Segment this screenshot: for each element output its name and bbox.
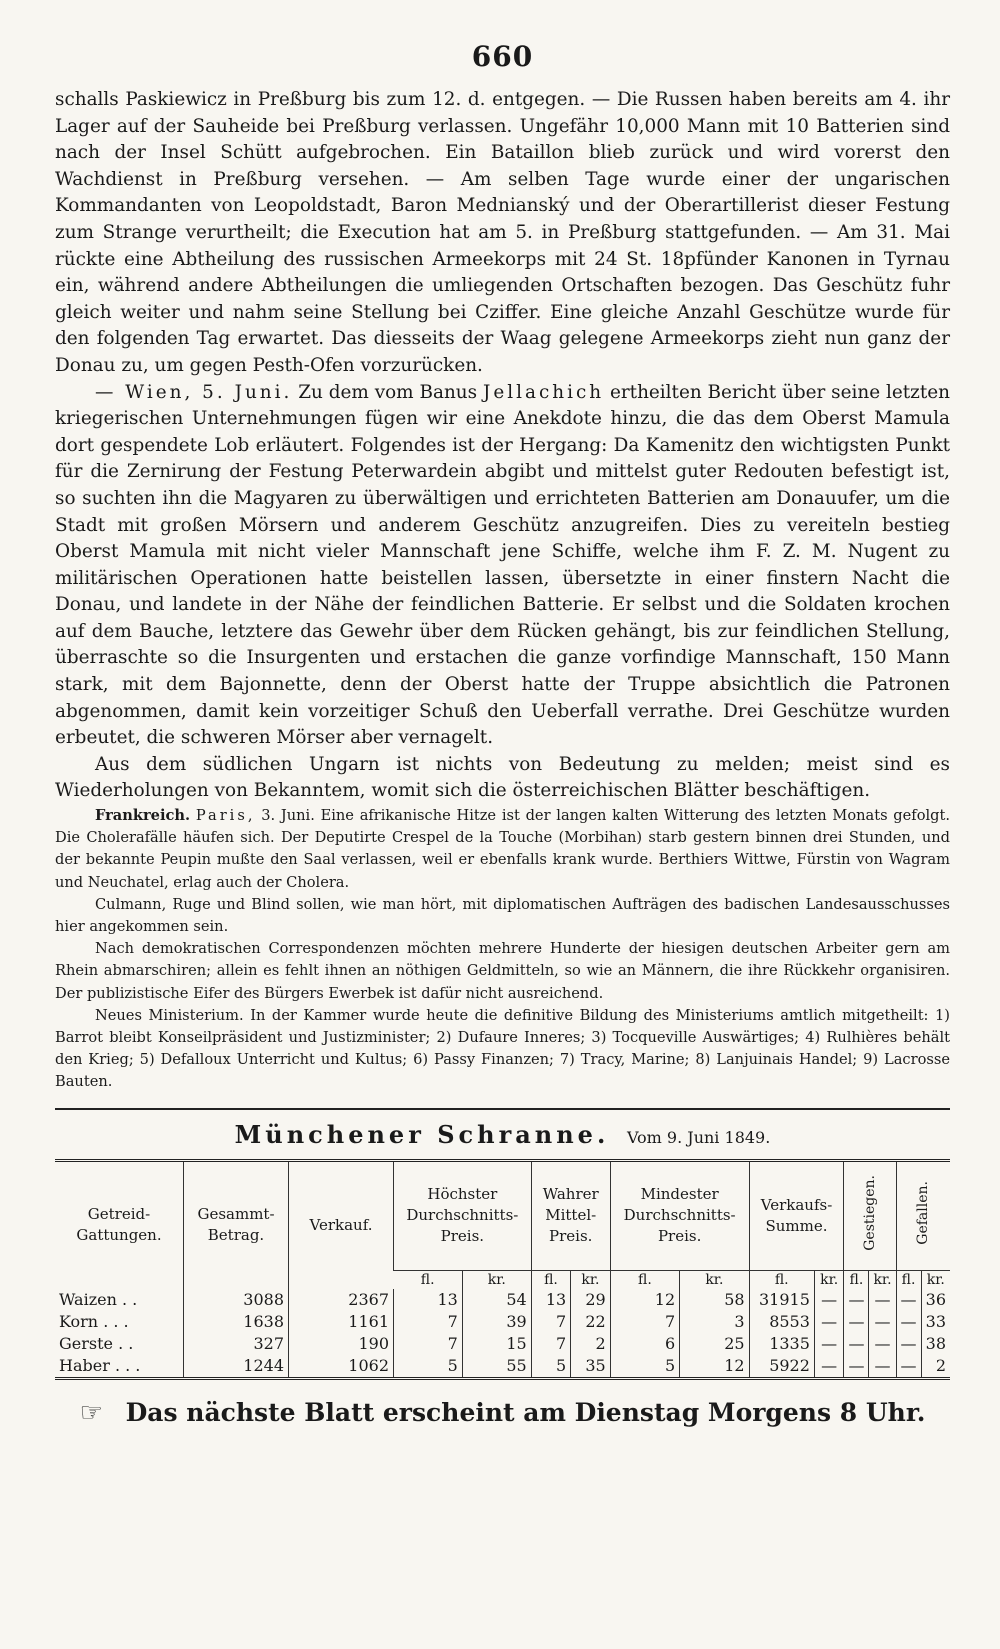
unit-fl: fl. [394,1270,463,1289]
cell-h-kr: 55 [462,1355,531,1379]
unit-kr: kr. [869,1270,896,1289]
cell-gesammt: 3088 [184,1289,289,1311]
cell-verkauf: 2367 [289,1289,394,1311]
schranne-title [55,1120,950,1149]
schranne-date: Vom 9. Juni 1849. [626,1127,771,1147]
table-row [55,1355,950,1379]
unit-fl: fl. [749,1270,814,1289]
cell-m-fl: 5 [610,1355,679,1379]
col-gefallen [896,1160,950,1270]
cell-m-kr: 3 [680,1311,749,1333]
cell-m-fl: 7 [610,1311,679,1333]
cell-m-kr: 25 [680,1333,749,1355]
col-gestiegen [844,1160,896,1270]
col-summe: Verkaufs-Summe. [749,1160,844,1270]
cell-m-kr: 12 [680,1355,749,1379]
unit-fl: fl. [844,1270,869,1289]
cell-g-kr: — [869,1311,896,1333]
cell-g-kr: — [869,1333,896,1355]
cell-s-kr: — [814,1355,844,1379]
cell-g-kr: — [869,1355,896,1379]
cell-h-kr: 54 [462,1289,531,1311]
footer-text: Das nächste Blatt erscheint am Dienstag Morgens 8 Uhr. [125,1397,926,1427]
cell-gesammt: 327 [184,1333,289,1355]
col-hoechster: Höchster Durchschnitts-Preis. [394,1160,532,1270]
unit-fl: fl. [610,1270,679,1289]
row-name: Waizen . . [59,1289,138,1309]
cell-s-fl: 8553 [749,1311,814,1333]
article-frankreich-text: 3. Juni. Eine afrikanische Hitze ist der langen kalten Witterung des letzten Monats gefolgt. Die Cholerafälle häufen sich. Der Deputirte Crespel de la Touche (Morbihan) starb gestern binnen drei Stunden, und der bekannte Peupin mußte den Saal verlassen, weil er ebenfalls krank wurde. Berthiers Wittwe, Fürstin von Wagram und Neuchatel, erlag auch der Cholera. [55,807,950,891]
article-ministerium: Neues Ministerium. In der Kammer wurde heute die definitive Bildung des Ministeriums amtlich mitgetheilt: 1) Barrot bleibt Konseilpräsident und Justizminister; 2) Dufaure Inneres; 3) Tocqueville Auswärtiges; 4) Rulhières behält den Krieg; 5) Defalloux Unterricht und Kultus; 6) Passy Finanzen; 7) Tracy, Marine; 8) Lanjuinais Handel; 9) Lacrosse Bauten. [55,1006,950,1091]
row-name: Haber . . . [59,1355,141,1375]
cell-f-kr: 2 [921,1355,950,1379]
article-russian-troops: schalls Paskiewicz in Preßburg bis zum 12. d. entgegen. — Die Russen haben bereits am 4. ihr Lager auf der Sauheide bei Preßburg verlassen. Ungefähr 10,000 Mann mit 10 Batterien sind nach der Insel Schütt aufgebrochen. Ein Bataillon blieb zurück und wird vorerst den Wachdienst in Preßburg versehen. — Am selben Tage wurde einer der ungarischen Kommandanten von Leopoldstadt, Baron Mednianský und der Oberartillerist dieser Festung zum Strange verurtheilt; die Execution hat am 5. in Preßburg stattgefunden. — Am 31. Mai rückte eine Abtheilung des russischen Armeekorps mit 24 St. 18pfünder Kanonen in Tyrnau ein, während andere Abtheilungen die umliegenden Ortschaften bezogen. Das Geschütz fuhr gleich weiter und nahm seine Stellung bei Cziffer. Eine gleiche Anzahl Geschütze wurde für den folgenden Tag erwartet. Das diesseits der Waag gelegene Armeekorps zieht nun ganz der Donau zu, um gegen Pesth-Ofen vorzurücken. [55,89,950,376]
cell-verkauf: 1161 [289,1311,394,1333]
schranne-title-text: Münchener Schranne. [234,1119,610,1149]
col-gesammt: Gesammt-Betrag. [184,1160,289,1289]
cell-gesammt: 1244 [184,1355,289,1379]
cell-h-fl: 7 [394,1333,463,1355]
cell-s-kr: — [814,1311,844,1333]
article-wien [55,380,950,752]
cell-h-kr: 39 [462,1311,531,1333]
col-verkauf: Verkauf. [289,1160,394,1289]
table-header-row [55,1160,950,1270]
unit-kr: kr. [462,1270,531,1289]
cell-g-fl: — [844,1311,869,1333]
article-wien-pre: Zu dem vom Banus [298,381,478,403]
unit-kr: kr. [571,1270,611,1289]
row-name: Korn . . . [59,1311,129,1331]
article-demokratische: Nach demokratischen Correspondenzen möchten mehrere Hunderte der hiesigen deutschen Arbeiter gern am Rhein abmarschiren; allein es fehlt ihnen an nöthigen Geldmitteln, so wie an Männern, die ihre Rückkehr organisiren. Der publizistische Eifer des Bürgers Ewerbek ist dafür nicht ausreichend. [55,940,950,1002]
cell-f-fl: — [896,1311,921,1333]
cell-m-fl: 6 [610,1333,679,1355]
article-frankreich [55,805,950,894]
pointing-hand-icon: ☞ [79,1397,103,1428]
cell-gesammt: 1638 [184,1311,289,1333]
row-name: Gerste . . [59,1333,134,1353]
cell-s-kr: — [814,1333,844,1355]
cell-g-fl: — [844,1333,869,1355]
page-number: 660 [471,40,534,73]
col-mindester: Mindester Durchschnitts-Preis. [610,1160,749,1270]
col-gattungen: Getreid-Gattungen. [76,1205,162,1245]
article-wien-text: ertheilten Bericht über seine letzten kriegerischen Unternehmungen fügen wir eine Anekdote hinzu, die das dem Oberst Mamula dort gespendete Lob erläutert. Folgendes ist der Hergang: Da Kamenitz den wichtigsten Punkt für die Zernirung der Festung Peterwardein abgibt und mittelst guter Redouten befestigt ist, so suchten ihn die Magyaren zu überwältigen und errichteten Batterien am Donauufer, um die Stadt mit großen Mörsern und anderem Geschütz anzugreifen. Dies zu vereiteln bestieg Oberst Mamula mit nicht vieler Mannschaft jene Schiffe, welche ihm F. Z. M. Nugent zu militärischen Operationen hatte beistellen lassen, übersetzte in einer finstern Nacht die Donau, und landete in der Nähe der feindlichen Batterie. Er selbst und die Soldaten krochen auf dem Bauche, letztere das Gewehr über dem Rücken gehängt, bis zur feindlichen Stellung, überraschte so die Insurgenten und erstachen die ganze vorfindige Mannschaft, 150 Mann stark, mit dem Bajonnette, denn der Oberst hatte der Truppe absichtlich die Patronen abgenommen, damit kein vorzeitiger Schuß den Ueberfall verrathe. Drei Geschütze wurden erbeutet, die schweren Mörser aber vernagelt. [55,381,950,749]
cell-verkauf: 1062 [289,1355,394,1379]
schranne-table [55,1159,950,1380]
unit-kr: kr. [921,1270,950,1289]
cell-m-fl: 12 [610,1289,679,1311]
unit-kr: kr. [680,1270,749,1289]
section-heading-frankreich: Frankreich. [95,807,191,825]
cell-f-fl: — [896,1355,921,1379]
cell-w-fl: 5 [531,1355,571,1379]
cell-f-kr: 36 [921,1289,950,1311]
article-wien-dateline: — Wien, 5. Juni. [95,381,293,403]
cell-verkauf: 190 [289,1333,394,1355]
unit-fl: fl. [531,1270,571,1289]
cell-h-fl: 13 [394,1289,463,1311]
cell-w-fl: 7 [531,1333,571,1355]
article-culmann: Culmann, Ruge und Blind sollen, wie man hört, mit diplomatischen Aufträgen des badischen Landesausschusses hier angekommen sein. [55,895,950,936]
cell-w-kr: 22 [571,1311,611,1333]
col-wahrer: Wahrer Mittel-Preis. [531,1160,610,1270]
cell-w-fl: 13 [531,1289,571,1311]
newspaper-page [55,40,950,1428]
cell-g-fl: — [844,1355,869,1379]
cell-h-fl: 7 [394,1311,463,1333]
unit-kr: kr. [814,1270,844,1289]
col-gestiegen-label: Gestiegen. [861,1174,878,1251]
cell-h-kr: 15 [462,1333,531,1355]
cell-w-fl: 7 [531,1311,571,1333]
cell-m-kr: 58 [680,1289,749,1311]
cell-s-fl: 5922 [749,1355,814,1379]
cell-s-kr: — [814,1289,844,1311]
cell-g-kr: — [869,1289,896,1311]
cell-w-kr: 2 [571,1333,611,1355]
unit-fl: fl. [896,1270,921,1289]
cell-f-kr: 33 [921,1311,950,1333]
cell-f-fl: — [896,1333,921,1355]
cell-g-fl: — [844,1289,869,1311]
footer-notice [55,1398,950,1428]
table-row [55,1311,950,1333]
cell-f-kr: 38 [921,1333,950,1355]
article-southern-hungary: Aus dem südlichen Ungarn ist nichts von Bedeutung zu melden; meist sind es Wiederholungen von Bekanntem, womit sich die österreichischen Blätter beschäftigen. [55,753,950,802]
cell-w-kr: 35 [571,1355,611,1379]
cell-f-fl: — [896,1289,921,1311]
article-wien-name: Jellachich [482,381,605,403]
dateline-paris: Paris, [195,807,256,825]
table-row [55,1333,950,1355]
cell-w-kr: 29 [571,1289,611,1311]
cell-s-fl: 1335 [749,1333,814,1355]
cell-h-fl: 5 [394,1355,463,1379]
cell-s-fl: 31915 [749,1289,814,1311]
col-gefallen-label: Gefallen. [914,1180,931,1245]
section-divider [55,1108,950,1110]
table-row [55,1289,950,1311]
